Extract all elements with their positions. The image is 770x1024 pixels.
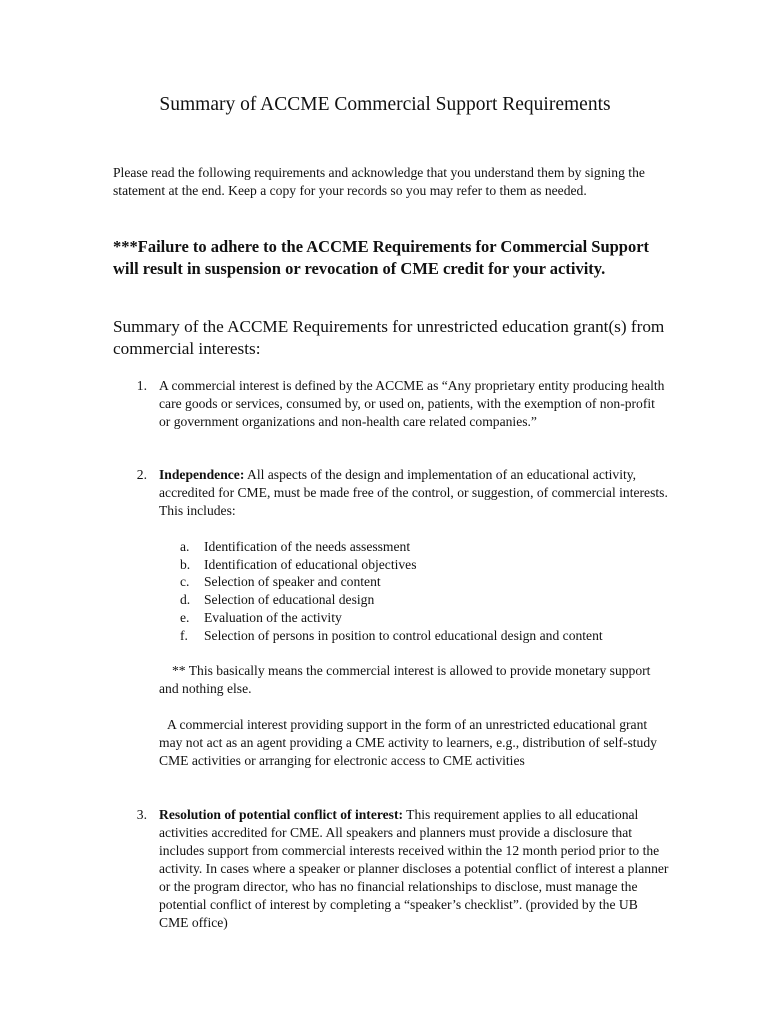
intro-paragraph: Please read the following requirements and acknowledge that you understand them by signing the statement at the end. Keep a copy for your records so you may refer to them as needed. [113, 165, 645, 198]
item-2-note-agent: A commercial interest providing support in the form of an unrestricted educational grant may not act as an agent providing a CME activity to learners, e.g., distribution of self-study CME activities or arranging for electronic access to CME activities [159, 717, 657, 768]
subitem-a-letter: a. [180, 539, 190, 554]
subitem-f-text: Selection of persons in position to control educational design and content [204, 628, 603, 643]
item-3-number: 3. [136, 807, 147, 822]
subitem-e-text: Evaluation of the activity [204, 610, 342, 625]
subitem-c [180, 573, 680, 591]
subitem-e [180, 609, 680, 627]
subitem-b-letter: b. [180, 557, 191, 572]
subitem-a [180, 538, 680, 556]
subitem-a-text: Identification of the needs assessment [204, 539, 411, 554]
item-1-text: A commercial interest is defined by the ACCME as “Any proprietary entity producing health care goods or services, consumed by, or used on, patients, with the exemption of non-profit or government organizations and non-health care related companies.” [159, 378, 665, 429]
item-2-note-monetary: ** This basically means the commercial interest is allowed to provide monetary support and nothing else. [159, 663, 651, 696]
item-3-lead: Resolution of potential conflict of interest: [159, 807, 404, 822]
item-1-number: 1. [136, 378, 147, 393]
subitem-e-letter: e. [180, 610, 190, 625]
item-3-paragraph [159, 806, 669, 932]
subitem-f-letter: f. [180, 628, 188, 643]
document-title: Summary of ACCME Commercial Support Requirements [159, 94, 611, 115]
item-2-text: All aspects of the design and implementation of an educational activity, accredited for CME, must be made free of the control, or suggestion, of commercial interests. This includes: [159, 467, 668, 518]
item-3-text: This requirement applies to all educational activities accredited for CME. All speakers and planners must provide a disclosure that includes support from commercial interests received within the 12 month period prior to the activity. In cases where a speaker or planner discloses a potential conflict of interest a planner or the program director, who has no financial relationships to disclose, must manage the potential conflict of interest by completing a “speaker’s checklist”. (provided by the UB CME office) [159, 807, 669, 930]
requirements-subheading: Summary of the ACCME Requirements for unrestricted education grant(s) from commercial interests: [113, 317, 665, 358]
item-2-paragraph [159, 466, 669, 520]
subitem-b-text: Identification of educational objectives [204, 557, 417, 572]
subitem-b [180, 556, 680, 574]
item-2-number: 2. [136, 467, 147, 482]
subitem-c-letter: c. [180, 574, 190, 589]
warning-paragraph: ***Failure to adhere to the ACCME Requirements for Commercial Support will result in suspension or revocation of CME credit for your activity. [113, 237, 650, 278]
subitem-d-text: Selection of educational design [204, 592, 375, 607]
subitem-c-text: Selection of speaker and content [204, 574, 381, 589]
item-2-lead: Independence: [159, 467, 245, 482]
subitem-d [180, 591, 680, 609]
subitem-f [180, 627, 680, 645]
subitem-d-letter: d. [180, 592, 191, 607]
